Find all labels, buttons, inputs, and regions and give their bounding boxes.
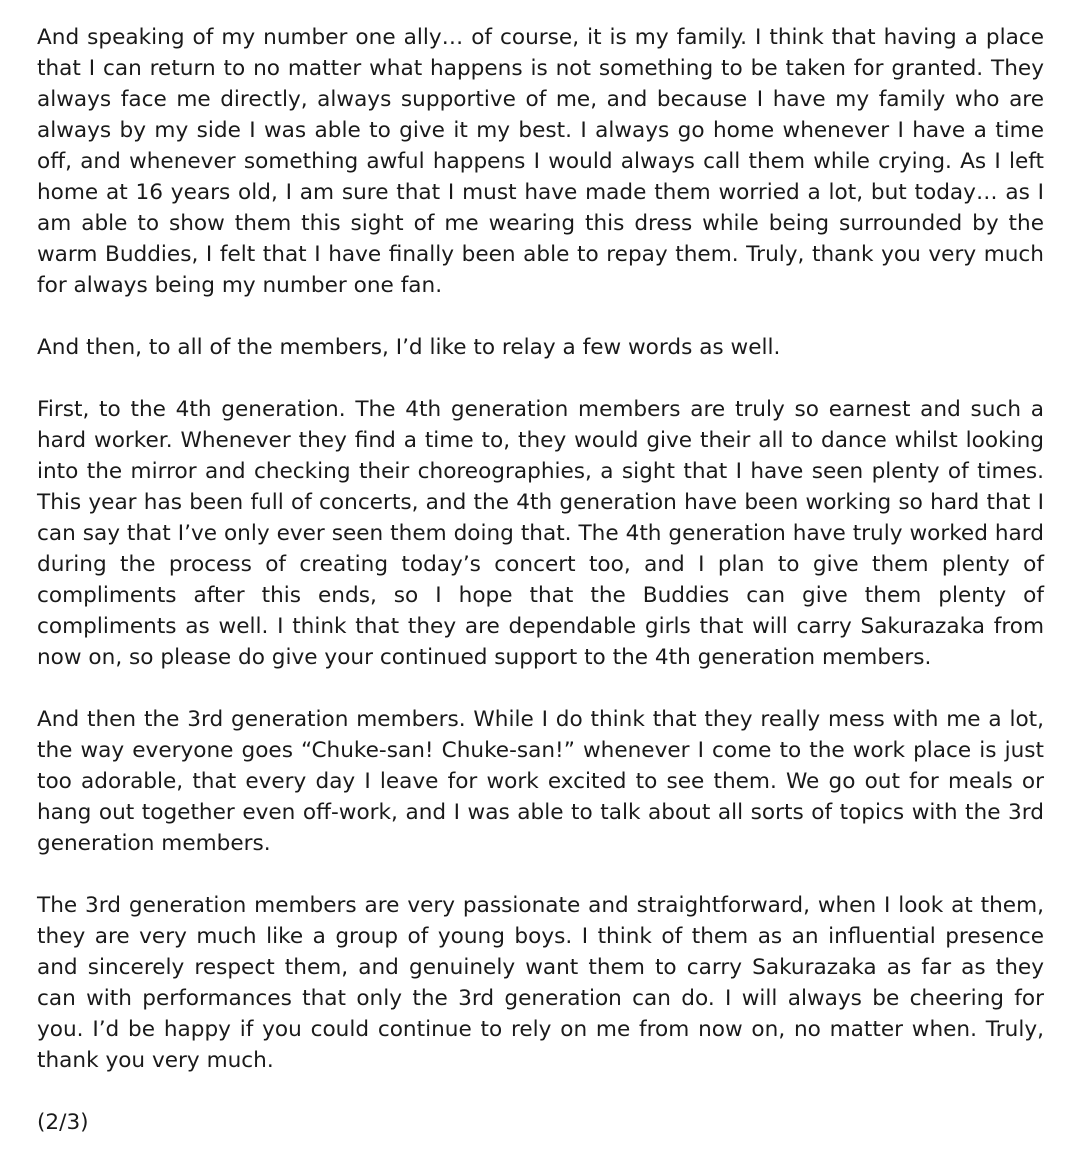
document-body xyxy=(37,22,1044,1138)
paragraph-members-intro: And then, to all of the members, I’d like to relay a few words as well. xyxy=(37,335,781,360)
paragraph-family: And speaking of my number one ally… of course, it is my family. I think that having a place that I can return to no matter what happens is not something to be taken for granted. They always face me directly, always supportive of me, and because I have my family who are always by my side I was able to give it my best. I always go home whenever I have a time off, and whenever something awful happens I would always call them while crying. As I left home at 16 years old, I am sure that I must have made them worried a lot, but today… as I am able to show them this sight of me wearing this dress while being surrounded by the warm Buddies, I felt that I have finally been able to repay them. Truly, thank you very much for always being my number one fan. xyxy=(37,25,1044,298)
paragraph-4th-generation: First, to the 4th generation. The 4th generation members are truly so earnest and such a hard worker. Whenever they find a time to, they would give their all to dance whilst looking into the mirror and checking their choreographies, a sight that I have seen plenty of times. This year has been full of concerts, and the 4th generation have been working so hard that I can say that I’ve only ever seen them doing that. The 4th generation have truly worked hard during the process of creating today’s concert too, and I plan to give them plenty of compliments after this ends, so I hope that the Buddies can give them plenty of compliments as well. I think that they are dependable girls that will carry Sakurazaka from now on, so please do give your continued support to the 4th generation members. xyxy=(37,397,1044,670)
page-marker: (2/3) xyxy=(37,1110,89,1135)
paragraph-3rd-generation-respect: The 3rd generation members are very passionate and straightforward, when I look at them, they are very much like a group of young boys. I think of them as an influential presence and sincerely respect them, and genuinely want them to carry Sakurazaka as far as they can with performances that only the 3rd generation can do. I will always be cheering for you. I’d be happy if you could continue to rely on me from now on, no matter when. Truly, thank you very much. xyxy=(37,893,1044,1073)
paragraph-3rd-generation: And then the 3rd generation members. While I do think that they really mess with me a lot, the way everyone goes “Chuke-san! Chuke-san!” whenever I come to the work place is just too adorable, that every day I leave for work excited to see them. We go out for meals or hang out together even off-work, and I was able to talk about all sorts of topics with the 3rd generation members. xyxy=(37,707,1044,856)
